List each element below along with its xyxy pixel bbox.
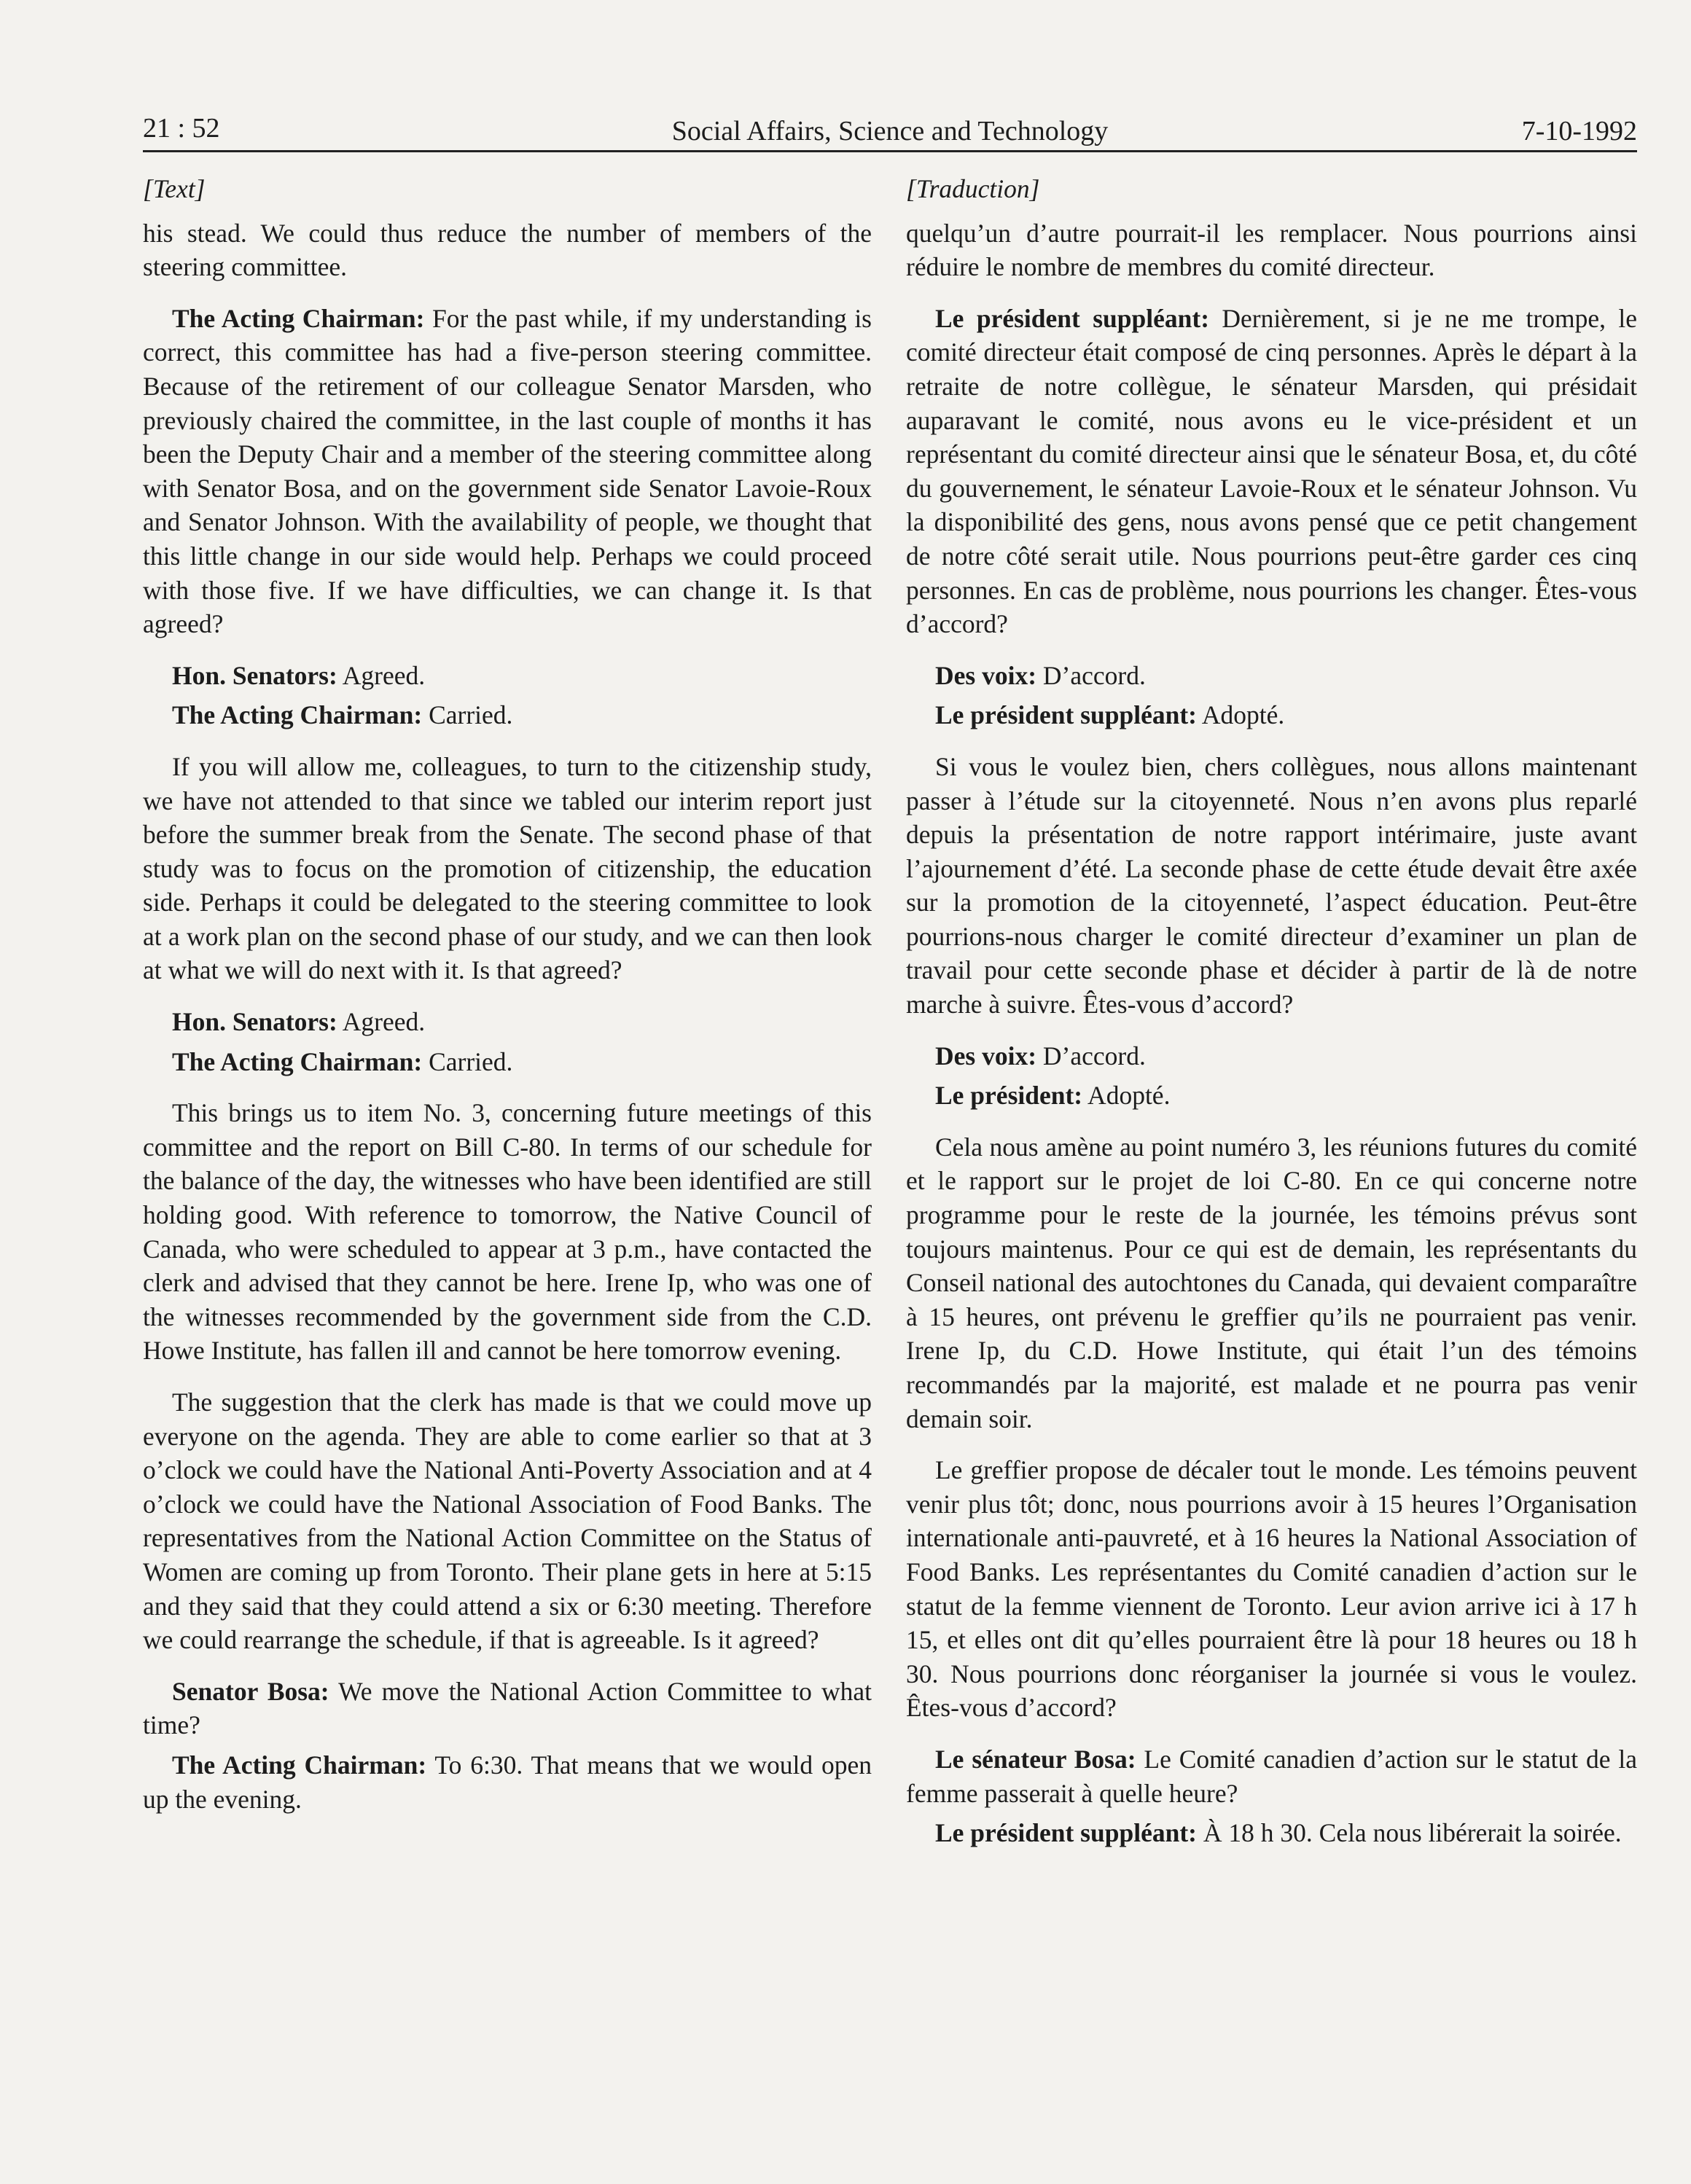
paragraph (906, 1816, 1637, 1850)
speaker-name: Le sénateur Bosa: (935, 1744, 1136, 1774)
paragraph-text: Le Comité canadien d’action sur le statut de la femme passerait à quelle heure? (906, 1744, 1637, 1808)
paragraph (906, 1742, 1637, 1810)
french-column (906, 172, 1637, 1850)
page-title: Social Affairs, Science and Technology (671, 116, 1109, 146)
paragraph (143, 302, 872, 641)
paragraph-text: Le greffier propose de décaler tout le monde. Les témoins peuvent venir plus tôt; donc, nous pourrions avoir à 15 heures l’Organisation internationale anti-pauvreté, et à 16 heures la National Association of Food Banks. Les représentantes du Comité canadien d’action sur le statut de la femme viennent de Toronto. Leur avion arrive ici à 17 h 15, et elles ont dit qu’elles pourraient être là pour 18 heures ou 18 h 30. Nous pourrions donc réorganiser la journée si vous le voulez. Êtes-vous d’accord? (906, 1455, 1637, 1723)
language-tag: [Text] (143, 174, 206, 203)
speaker-name: Hon. Senators: (172, 1007, 337, 1037)
paragraph (143, 1748, 872, 1816)
paragraph (143, 659, 872, 693)
paragraph (906, 216, 1637, 284)
paragraph (143, 1045, 872, 1079)
paragraph-text: Dernièrement, si je ne me trompe, le comité directeur était composé de cinq personnes. Après le départ à la retraite de notre collègue, le sénateur Marsden, qui présidait auparavant le comité, nous avons eu le vice-président et un représentant du comité directeur ainsi que le sénateur Bosa, et, du côté du gouvernement, le sénateur Lavoie-Roux et le sénateur Johnson. Vu la disponibilité des gens, nous avons pensé que ce petit changement de notre côté serait utile. Nous pourrions peut-être garder ces cinq personnes. En cas de problème, nous pourrions les changer. Êtes-vous d’accord? (906, 303, 1637, 639)
paragraph (906, 750, 1637, 1022)
paragraph-text: Agreed. (337, 1007, 426, 1037)
paragraph (143, 1385, 872, 1657)
paragraph-text: This brings us to item No. 3, concerning future meetings of this committee and the report on Bill C-80. In terms of our schedule for the balance of the day, the witnesses who have been identified are still holding good. With reference to tomorrow, the Native Council of Canada, who were scheduled to appear at 3 p.m., have contacted the clerk and advised that they cannot be here. Irene Ip, who was one of the witnesses recommended by the government side from the C.D. Howe Institute, has fallen ill and cannot be here tomorrow evening. (143, 1098, 872, 1366)
paragraph-text: If you will allow me, colleagues, to turn to the citizenship study, we have not attended to that since we tabled our interim report just before the summer break from the Senate. The second phase of that study was to focus on the promotion of citizenship, the education side. Perhaps it could be delegated to the steering committee to look at a work plan on the second phase of our study, and we can then look at what we will do next with it. Is that agreed? (143, 751, 872, 985)
speaker-name: Le président suppléant: (935, 1818, 1197, 1848)
speaker-name: Le président suppléant: (935, 700, 1197, 730)
paragraph (906, 1039, 1637, 1073)
paragraph-text: Adopté. (1082, 1081, 1171, 1111)
speaker-name: Le président: (935, 1081, 1083, 1111)
paragraph-text: For the past while, if my understanding is correct, this committee has had a five-person steering committee. Because of the retirement of our colleague Senator Marsden, who previously chaired the committee, in the last couple of months it has been the Deputy Chair and a member of the steering committee along with Senator Bosa, and on the government side Senator Lavoie-Roux and Senator Johnson. With the availability of people, we thought that this little change in our side would help. Perhaps we could proceed with those five. If we have difficulties, we can change it. Is that agreed? (143, 303, 872, 639)
paragraph-text: Adopté. (1197, 700, 1285, 730)
speaker-name: The Acting Chairman: (172, 1750, 427, 1780)
paragraph-text: Carried. (422, 1046, 513, 1076)
paragraph (906, 302, 1637, 641)
speaker-name: The Acting Chairman: (172, 303, 425, 333)
speaker-name: Des voix: (935, 1041, 1037, 1071)
paragraph (143, 698, 872, 732)
page-header (143, 102, 1637, 152)
speaker-name: Hon. Senators: (172, 660, 337, 690)
paragraph-text: D’accord. (1036, 1041, 1146, 1071)
paragraph (906, 1130, 1637, 1436)
paragraph (143, 1096, 872, 1368)
paragraph-text: Carried. (422, 700, 513, 730)
page-number: 21 : 52 (143, 113, 220, 144)
language-tag: [Traduction] (906, 174, 1040, 203)
paragraph-text: We move the National Action Committee to what time? (143, 1676, 872, 1740)
paragraph-text: Cela nous amène au point numéro 3, les réunions futures du comité et le rapport sur le projet de loi C-80. En ce qui concerne notre programme pour le reste de la journée, les témoins prévus sont toujours maintenus. Pour ce qui est de demain, les représentants du Conseil national des autochtones du Canada, qui devaient comparaître à 15 heures, ont prévenu le greffier qu’ils ne pourraient pas venir. Irene Ip, du C.D. Howe Institute, qui était l’un des témoins recommandés par la majorité, est malade et ne pourra pas venir demain soir. (906, 1132, 1637, 1433)
paragraph-text: To 6:30. That means that we would open up the evening. (143, 1750, 872, 1814)
speaker-name: Senator Bosa: (172, 1676, 329, 1706)
paragraph-text: The suggestion that the clerk has made is that we could move up everyone on the agenda. They are able to come earlier so that at 3 o’clock we could have the National Anti-Poverty Association and at 4 o’clock we could have the National Association of Food Banks. The representatives from the National Action Committee on the Status of Women are coming up from Toronto. Their plane gets in here at 5:15 and they said that they could attend a six or 6:30 meeting. Therefore we could rearrange the schedule, if that is agreeable. Is it agreed? (143, 1387, 872, 1655)
paragraph-text: Agreed. (337, 660, 426, 690)
speaker-name: The Acting Chairman: (172, 700, 423, 730)
paragraph (143, 1005, 872, 1039)
paragraph (906, 698, 1637, 732)
paragraph (906, 1453, 1637, 1725)
speaker-name: Des voix: (935, 660, 1037, 690)
paragraph (143, 750, 872, 987)
paragraph (143, 216, 872, 284)
paragraph (906, 1079, 1637, 1113)
speaker-name: The Acting Chairman: (172, 1046, 423, 1076)
paragraph (143, 1675, 872, 1742)
header-date: 7-10-1992 (1521, 116, 1637, 146)
paragraph-text: À 18 h 30. Cela nous libérerait la soirée. (1197, 1818, 1622, 1848)
speaker-name: Le président suppléant: (935, 303, 1210, 333)
english-column (143, 172, 872, 1816)
paragraph-text: his stead. We could thus reduce the number of members of the steering committee. (143, 218, 872, 282)
paragraph (906, 659, 1637, 693)
paragraph-text: quelqu’un d’autre pourrait-il les remplacer. Nous pourrions ainsi réduire le nombre de membres du comité directeur. (906, 218, 1637, 282)
paragraph-text: D’accord. (1036, 660, 1146, 690)
paragraph-text: Si vous le voulez bien, chers collègues, nous allons maintenant passer à l’étude sur la citoyenneté. Nous n’en avons plus reparlé depuis la présentation de notre rapport intérimaire, juste avant l’ajournement d’été. La seconde phase de cette étude devait être axée sur la promotion de la citoyenneté, l’aspect éducation. Peut-être pourrions-nous charger le comité directeur d’examiner un plan de travail pour cette seconde phase et décider à partir de là de notre marche à suivre. Êtes-vous d’accord? (906, 751, 1637, 1019)
